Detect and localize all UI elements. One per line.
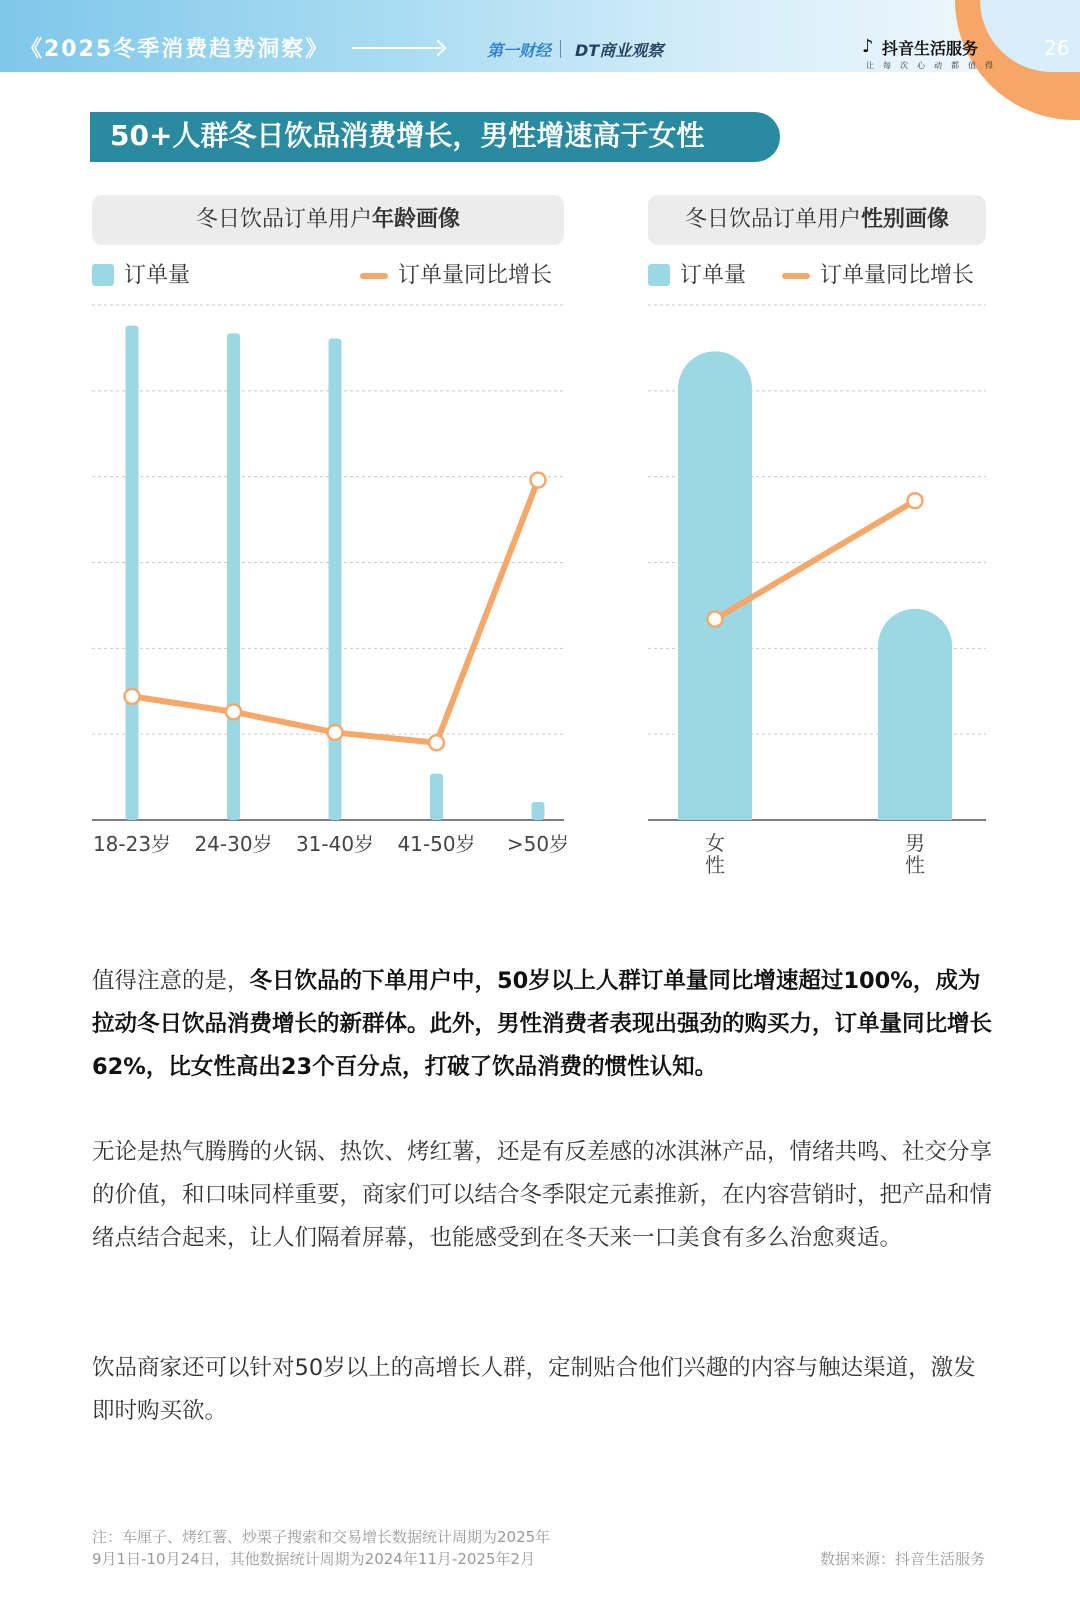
- bar-31-40岁: [329, 338, 342, 820]
- category-label: 18-23岁: [92, 832, 172, 856]
- legend-line-label: 订单量同比增长: [398, 263, 553, 288]
- page-number: 26: [1044, 36, 1070, 60]
- growth-point->50岁: [531, 473, 546, 488]
- gender-chart-title: [648, 195, 986, 245]
- category-label: 性: [905, 853, 925, 877]
- age-chart-title-bold: 年龄画像: [372, 207, 461, 232]
- gender-chart-legend: [648, 258, 986, 288]
- paragraph-lead: 值得注意的是，: [92, 968, 250, 994]
- paragraph-emotion: 无论是热气腾腾的火锅、热饮、烤红薯，还是有反差感的冰淇淋产品，情绪共鸣、社交分享的价值，和口味同样重要，商家们可以结合冬季限定元素推新，在内容营销时，把产品和情绪点结合起来，让人们隔着屏幕，也能感受到在冬天来一口美食有多么治愈爽适。: [92, 1139, 993, 1251]
- category-label: 性: [705, 853, 725, 877]
- logo-yicai: 第一财经: [487, 41, 552, 60]
- logo-dt: DT商业观察: [575, 41, 664, 60]
- growth-point-41-50岁: [429, 735, 444, 750]
- brand-slogan: 让每次心动都值得: [866, 61, 1002, 70]
- brand-name: 抖音生活服务: [882, 39, 979, 58]
- bar-女性: [678, 351, 752, 820]
- footnote-line-1: 注：车厘子、烤红薯、炒栗子搜索和交易增长数据统计周期为2025年: [92, 1528, 551, 1546]
- category-label: 41-50岁: [397, 832, 476, 856]
- footnote-line-2: 9月1日-10月24日，其他数据统计周期为2024年11月-2025年2月: [92, 1550, 536, 1568]
- section-title: 50+人群冬日饮品消费增长，男性增速高于女性: [90, 112, 780, 162]
- growth-point-18-23岁: [125, 689, 140, 704]
- category-label: >50岁: [506, 832, 570, 856]
- category-label: 女: [705, 831, 725, 855]
- bar-18-23岁: [126, 326, 139, 820]
- report-title: 《2025冬季消费趋势洞察》: [20, 37, 330, 62]
- category-label: 31-40岁: [295, 832, 375, 856]
- growth-point-24-30岁: [226, 704, 241, 719]
- legend-bar-label: 订单量: [124, 263, 191, 288]
- data-source: 数据来源：抖音生活服务: [819, 1550, 985, 1568]
- legend-line-swatch: [782, 273, 810, 279]
- footnote: [92, 1526, 550, 1570]
- bar-41-50岁: [430, 774, 443, 820]
- age-chart-title-normal: 冬日饮品订单用户: [195, 207, 372, 232]
- paragraph-highlight: [92, 960, 992, 1089]
- legend-bar-label: 订单量: [680, 263, 747, 288]
- paragraph-advice: 饮品商家还可以针对50岁以上的高增长人群，定制贴合他们兴趣的内容与触达渠道，激发即时购买欲。: [92, 1355, 976, 1424]
- growth-point-女性: [708, 612, 723, 627]
- douyin-icon: ♪: [862, 36, 874, 57]
- bar->50岁: [532, 802, 545, 820]
- growth-point-31-40岁: [328, 725, 343, 740]
- bar-男性: [878, 609, 952, 820]
- legend-bar-swatch: [648, 264, 670, 286]
- paragraph-emphasis: 冬日饮品的下单用户中，50岁以上人群订单量同比增速超过100%，成为拉动冬日饮品消费增长的新群体。此外，男性消费者表现出强劲的购买力，订单量同比增长62%，比女性高出23个百分点，打破了饮品消费的惯性认知。: [92, 968, 993, 1080]
- category-label: 24-30岁: [194, 832, 273, 856]
- category-label: 男: [905, 831, 925, 855]
- gender-chart-title-bold: 性别画像: [861, 207, 950, 232]
- legend-line-label: 订单量同比增长: [820, 263, 975, 288]
- bar-24-30岁: [227, 333, 240, 820]
- growth-point-男性: [908, 493, 923, 508]
- gender-chart-title-normal: 冬日饮品订单用户: [684, 207, 861, 232]
